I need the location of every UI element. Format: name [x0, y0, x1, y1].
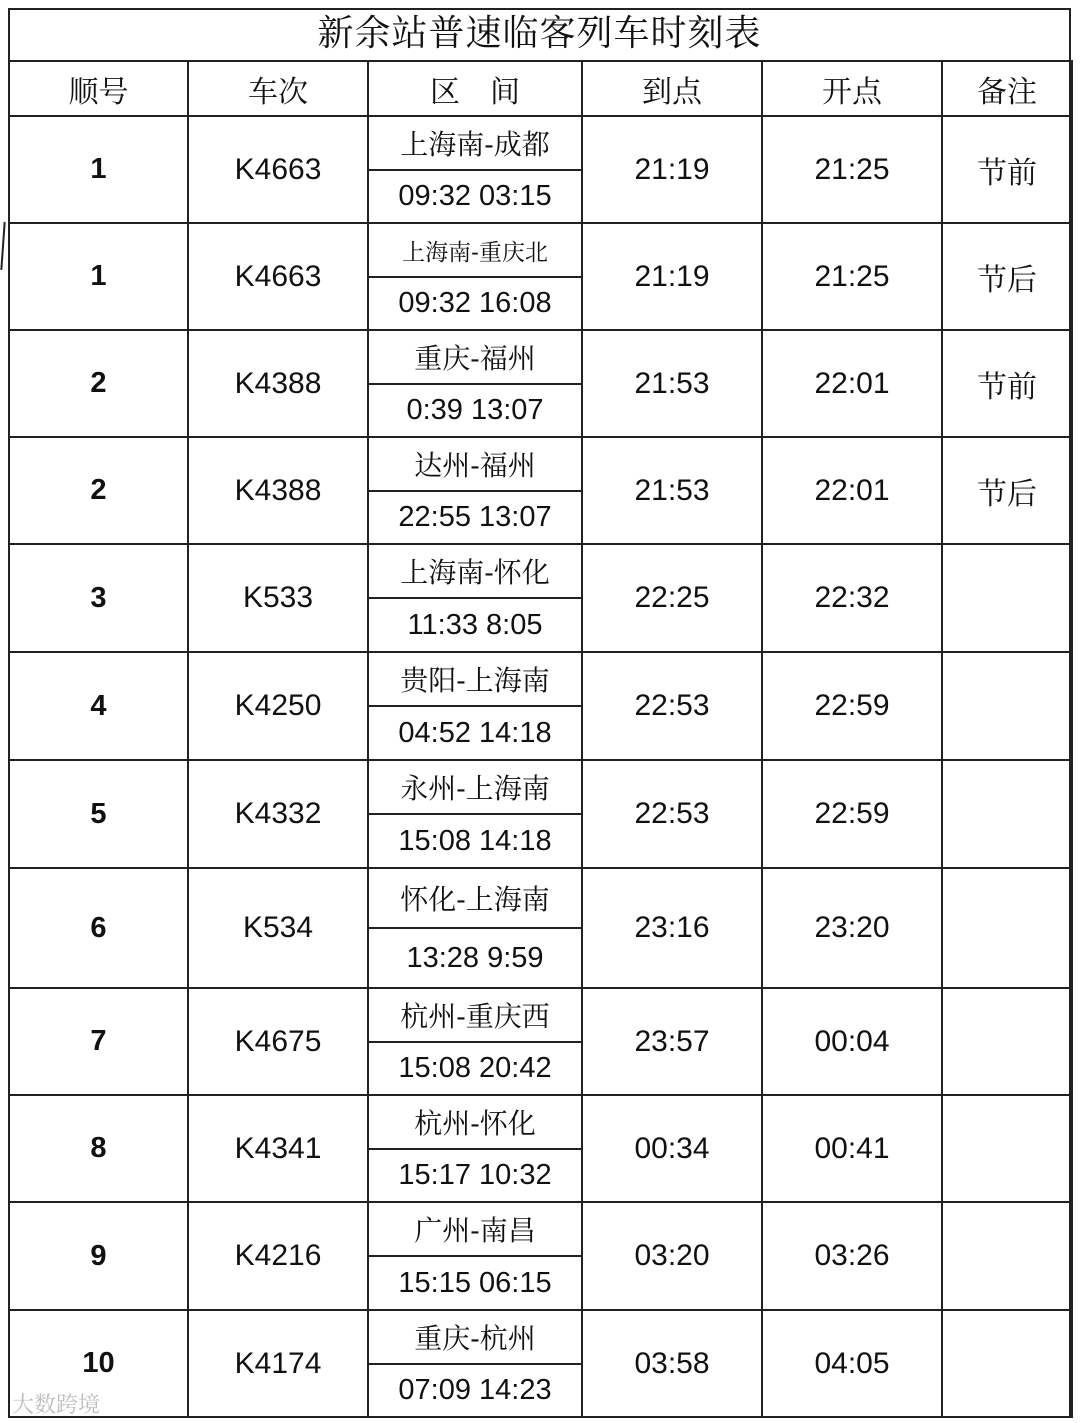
depart-cell: 03:26	[762, 1202, 942, 1310]
train-cell: K4332	[188, 760, 368, 868]
range-times: 09:32 03:15	[398, 180, 552, 212]
range-cell	[368, 223, 582, 330]
scan-edge-mark	[0, 222, 5, 270]
arrive-cell: 21:19	[582, 116, 762, 223]
range-cell	[368, 988, 582, 1095]
range-cell	[368, 1202, 582, 1310]
note-cell	[942, 1202, 1072, 1310]
range-times: 22:55 13:07	[398, 501, 552, 533]
range-stations: 上海南-重庆北	[369, 224, 581, 278]
table-row	[9, 330, 1072, 437]
train-cell: K4663	[188, 223, 368, 330]
range-stations: 上海南-怀化	[369, 545, 581, 599]
range-cell	[368, 116, 582, 223]
train-cell: K4174	[188, 1310, 368, 1417]
range-stations: 永州-上海南	[369, 761, 581, 815]
seq-cell: 3	[9, 544, 188, 652]
train-cell: K4388	[188, 437, 368, 544]
train-cell: K4250	[188, 652, 368, 760]
header-train: 车次	[188, 61, 368, 116]
timetable	[8, 60, 1073, 1418]
note-cell: 节前	[942, 116, 1072, 223]
watermark: 大数跨境	[12, 1393, 101, 1418]
range-times: 09:32 16:08	[398, 287, 552, 319]
header-arrive: 到点	[582, 61, 762, 116]
seq-cell: 6	[9, 868, 188, 988]
note-cell	[942, 988, 1072, 1095]
arrive-cell: 21:19	[582, 223, 762, 330]
header-depart: 开点	[762, 61, 942, 116]
range-times: 15:08 14:18	[398, 824, 552, 857]
range-cell	[368, 1095, 582, 1202]
range-stations: 上海南-成都	[369, 117, 581, 171]
table-row	[9, 988, 1072, 1095]
depart-cell: 23:20	[762, 868, 942, 988]
arrive-cell: 23:16	[582, 868, 762, 988]
depart-cell: 22:59	[762, 760, 942, 868]
depart-cell: 00:04	[762, 988, 942, 1095]
seq-cell: 7	[9, 988, 188, 1095]
depart-cell: 22:32	[762, 544, 942, 652]
table-row	[9, 652, 1072, 760]
arrive-cell: 22:53	[582, 652, 762, 760]
depart-cell: 22:59	[762, 652, 942, 760]
range-stations: 贵阳-上海南	[369, 653, 581, 707]
range-times: 15:17 10:32	[398, 1159, 552, 1191]
header-row	[9, 61, 1072, 116]
arrive-cell: 22:53	[582, 760, 762, 868]
seq-cell: 4	[9, 652, 188, 760]
arrive-cell: 21:53	[582, 437, 762, 544]
depart-cell: 22:01	[762, 330, 942, 437]
range-stations: 重庆-福州	[369, 331, 581, 385]
table-row	[9, 760, 1072, 868]
arrive-cell: 22:25	[582, 544, 762, 652]
train-cell: K533	[188, 544, 368, 652]
train-cell: K4388	[188, 330, 368, 437]
note-cell	[942, 1310, 1072, 1417]
range-cell	[368, 544, 582, 652]
arrive-cell: 03:20	[582, 1202, 762, 1310]
range-cell	[368, 437, 582, 544]
range-cell	[368, 760, 582, 868]
train-cell: K4663	[188, 116, 368, 223]
note-cell: 节前	[942, 330, 1072, 437]
train-cell: K4341	[188, 1095, 368, 1202]
seq-cell: 8	[9, 1095, 188, 1202]
table-row	[9, 223, 1072, 330]
train-cell: K4216	[188, 1202, 368, 1310]
range-times: 11:33 8:05	[407, 608, 543, 641]
note-cell	[942, 868, 1072, 988]
range-stations: 杭州-重庆西	[369, 989, 581, 1043]
header-range: 区 间	[368, 61, 582, 116]
train-cell: K534	[188, 868, 368, 988]
table-row	[9, 116, 1072, 223]
range-cell	[368, 868, 582, 988]
depart-cell: 22:01	[762, 437, 942, 544]
range-cell	[368, 652, 582, 760]
table-row	[9, 1202, 1072, 1310]
range-stations: 杭州-怀化	[369, 1096, 581, 1150]
depart-cell: 21:25	[762, 116, 942, 223]
note-cell	[942, 544, 1072, 652]
arrive-cell: 21:53	[582, 330, 762, 437]
seq-cell: 1	[9, 116, 188, 223]
note-cell: 节后	[942, 223, 1072, 330]
arrive-cell: 03:58	[582, 1310, 762, 1417]
arrive-cell: 23:57	[582, 988, 762, 1095]
depart-cell: 00:41	[762, 1095, 942, 1202]
seq-cell: 2	[9, 330, 188, 437]
table-row	[9, 868, 1072, 988]
timetable-body	[9, 116, 1072, 1417]
range-times: 04:52 14:18	[398, 716, 552, 749]
page-title: 新余站普速临客列车时刻表	[317, 13, 762, 54]
seq-cell: 1	[9, 223, 188, 330]
note-cell	[942, 1095, 1072, 1202]
note-cell: 节后	[942, 437, 1072, 544]
range-times: 15:15 06:15	[398, 1266, 552, 1299]
header-seq: 顺号	[9, 61, 188, 116]
note-cell	[942, 760, 1072, 868]
seq-cell: 5	[9, 760, 188, 868]
table-row	[9, 437, 1072, 544]
depart-cell: 04:05	[762, 1310, 942, 1417]
seq-cell: 9	[9, 1202, 188, 1310]
table-row	[9, 544, 1072, 652]
table-row	[9, 1310, 1072, 1417]
header-note: 备注	[942, 61, 1072, 116]
range-times: 13:28 9:59	[406, 941, 544, 974]
range-times: 15:08 20:42	[398, 1052, 552, 1084]
range-times: 0:39 13:07	[406, 394, 544, 426]
table-row	[9, 1095, 1072, 1202]
train-cell: K4675	[188, 988, 368, 1095]
arrive-cell: 00:34	[582, 1095, 762, 1202]
range-stations: 广州-南昌	[369, 1203, 581, 1257]
range-stations: 怀化-上海南	[369, 869, 581, 929]
seq-cell: 10	[9, 1310, 188, 1417]
note-cell	[942, 652, 1072, 760]
depart-cell: 21:25	[762, 223, 942, 330]
range-cell	[368, 330, 582, 437]
range-stations: 达州-福州	[369, 438, 581, 492]
range-stations: 重庆-杭州	[369, 1311, 581, 1365]
range-times: 07:09 14:23	[398, 1374, 552, 1406]
range-cell	[368, 1310, 582, 1417]
seq-cell: 2	[9, 437, 188, 544]
